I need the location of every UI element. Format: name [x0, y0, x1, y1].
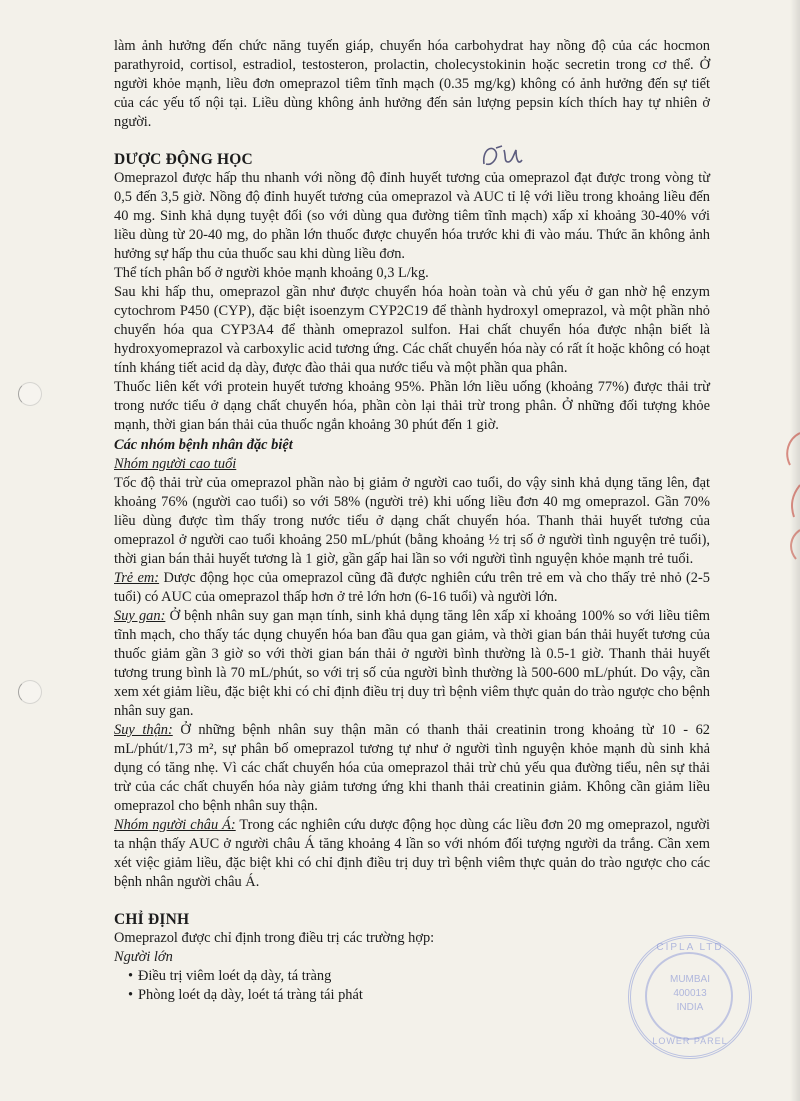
paragraph-metabolism: Sau khi hấp thu, omeprazol gần như được chuyển hóa hoàn toàn và chủ yếu ở gan nhờ hệ enzym cytochrom P450 (CYP), đặc biệt isoenzym CYP2C19 để thành hydroxyl omeprazol, và một phần nhỏ chuyển hóa qua CYP3A4 để thành omeprazol sulfon. Hai chất chuyển hóa được nhận biết là hydroxyomeprazol và carboxylic acid tương ứng. Các chất chuyển hóa này có rất ít hoặc không có hoạt tính kháng tiết acid dạ dày, được đào thải qua nước tiểu và một phần qua phân.	[114, 284, 710, 376]
stamp-city: MUMBAI	[670, 974, 710, 985]
list-item: • Phòng loét dạ dày, loét tá tràng tái phát	[138, 986, 710, 1005]
label-adults: Người lớn	[114, 949, 173, 965]
paragraph-indications-intro: Omeprazol được chỉ định trong điều trị các trường hợp:	[114, 930, 435, 946]
punch-hole-icon	[18, 680, 42, 704]
punch-hole-icon	[18, 382, 42, 406]
text-children: Dược động học của omeprazol cũng đã được nghiên cứu trên trẻ em và cho thấy trẻ nhỏ (2-5 tuổi) có AUC của omeprazol thấp hơn ở trẻ lớn hơn (6-16 tuổi) và người lớn.	[114, 570, 710, 605]
stamp-country: INDIA	[676, 1002, 704, 1013]
paragraph-elderly: Tốc độ thải trừ của omeprazol phần nào bị giảm ở người cao tuổi, do vậy sinh khả dụng tăng lên, đạt khoảng 76% (người cao tuổi) so với 58% (người trẻ) khi uống liều đơn 40 mg omeprazol. Gần 70% liều dùng được tìm thấy trong nước tiểu ở dạng chất chuyển hóa. Thanh thải huyết tương của omeprazol ở người cao tuổi khoảng 250 mL/phút (bằng khoảng ½ trị số ở người tình nguyện trẻ tuổi), thời gian bán thải huyết tương là 1 giờ, gần gấp hai lần so với người tình nguyện khỏe mạnh trẻ tuổi.	[114, 475, 710, 567]
paragraph-renal	[114, 721, 710, 816]
paragraph-intro: làm ảnh hưởng đến chức năng tuyến giáp, chuyển hóa carbohydrat hay nồng độ của các hocmon parathyroid, cortisol, estradiol, testosteron, prolactin, cholecystokinin hoặc secretin trong cơ thể. Ở người khỏe mạnh, liều đơn omeprazol tiêm tĩnh mạch (0.35 mg/kg) không có ảnh hưởng đến sự tiết của các yếu tố nội tại. Liều dùng không ảnh hưởng đến sản lượng pepsin kích thích hay tự nhiên ở người.	[114, 38, 710, 130]
text-hepatic: Ở bệnh nhân suy gan mạn tính, sinh khả dụng tăng lên xấp xỉ khoảng 100% so với liều tiêm tĩnh mạch, cho thấy tác dụng chuyển hóa ban đầu qua gan giảm, và thời gian bán thải huyết tương của thuốc giảm gần 3 giờ so với thời gian bán thải ở người bình thường là 0.5-1 giờ. Thanh thải huyết tương trung bình là 70 mL/phút, so với trị số của người bình thường là 500-600 mL/phút. Do vậy, cần xem xét giảm liều, đặc biệt khi có chỉ định điều trị duy trì bệnh viêm thực quản do trào ngược cho bệnh nhân suy gan.	[114, 608, 710, 719]
indication-list	[114, 967, 710, 1005]
text-asian: Trong các nghiên cứu dược động học dùng các liều đơn 20 mg omeprazol, người ta nhận thấy AUC ở người châu Á tăng khoảng 4 lần so với nhóm đối tượng người da trắng. Cần xem xét việc giảm liều, đặc biệt khi có chỉ định điều trị duy trì bệnh viêm thực quản do trào ngược cho các bệnh nhân người châu Á.	[114, 817, 710, 890]
heading-pharmacokinetics: DƯỢC ĐỘNG HỌC	[114, 151, 253, 168]
paragraph-children	[114, 569, 710, 607]
paragraph-absorption: Omeprazol được hấp thu nhanh với nồng độ đỉnh huyết tương của omeprazol đạt được trong vòng từ 0,5 đến 3,5 giờ. Nồng độ đỉnh huyết tương của omeprazol và AUC tỉ lệ với liều trong khoảng liều đến 40 mg. Sinh khả dụng tuyệt đối (so với dùng qua đường tiêm tĩnh mạch) xấp xỉ khoảng 30-40% với liều dùng từ 20-40 mg, do phần lớn thuốc được chuyển hóa trước khi đi vào máu. Thức ăn không ảnh hưởng sự hấp thu của thuốc sau khi dùng liều đơn.	[114, 170, 710, 262]
paragraph-hepatic	[114, 607, 710, 721]
red-stamp-fragment-icon	[778, 425, 800, 565]
paragraph-asian	[114, 816, 710, 892]
document-body	[114, 37, 710, 1005]
label-children: Trẻ em:	[114, 570, 160, 586]
label-elderly: Nhóm người cao tuổi	[114, 456, 237, 472]
label-asian: Nhóm người châu Á:	[114, 817, 236, 833]
paragraph-distribution: Thể tích phân bố ở người khỏe mạnh khoảng 0,3 L/kg.	[114, 265, 429, 281]
paragraph-elimination: Thuốc liên kết với protein huyết tương khoảng 95%. Phần lớn liều uống (khoảng 77%) được thải trừ trong nước tiểu ở dạng chất chuyển hóa, phần còn lại thải trừ trong phân. Ở những đối tượng khỏe mạnh, thời gian bán thải của thuốc ngắn khoảng 30 phút đến 1 giờ.	[114, 379, 710, 433]
stamp-ring-text: CIPLA LTD	[656, 942, 724, 953]
text-renal: Ở những bệnh nhân suy thận mãn có thanh thải creatinin trong khoảng từ 10 - 62 mL/phút/1,73 m², sự phân bố omeprazol tương tự như ở người tình nguyện khỏe mạnh dù sinh khả dụng có tăng nhẹ. Vì các chất chuyển hóa của omeprazol thải trừ chủ yếu qua đường tiểu, nên sự thải trừ của các chất chuyển hóa này giảm tương ứng khi thanh thải creatinin giảm. Không cần giảm liều omeprazol cho bệnh nhân suy thận.	[114, 722, 710, 814]
label-hepatic: Suy gan:	[114, 608, 166, 624]
label-renal: Suy thận:	[114, 722, 173, 738]
stamp-code: 400013	[673, 988, 707, 999]
list-item: • Điều trị viêm loét dạ dày, tá tràng	[138, 967, 710, 986]
stamp-bottom-text: LOWER PAREL	[652, 1036, 728, 1046]
heading-indications: CHỈ ĐỊNH	[114, 911, 190, 928]
subheading-special-populations: Các nhóm bệnh nhân đặc biệt	[114, 437, 293, 453]
